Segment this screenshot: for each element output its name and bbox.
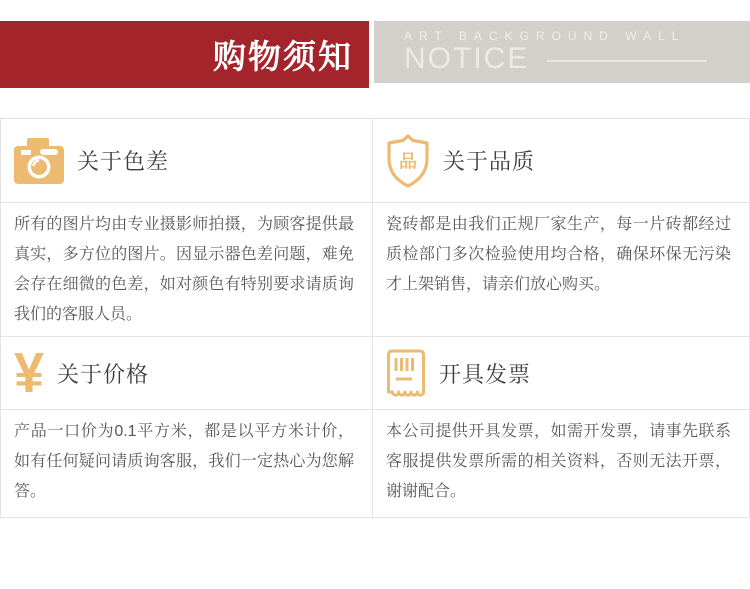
banner-title: 购物须知: [0, 21, 369, 88]
banner-notice-text: NOTICE: [404, 42, 530, 75]
section-invoice: [373, 337, 749, 517]
banner-rule-line: [547, 60, 707, 62]
section-quality: [373, 119, 749, 337]
section-color-difference: [1, 119, 373, 337]
section-quality-header: [373, 119, 749, 203]
section-color-difference-header: [1, 119, 372, 203]
section-body: 所有的图片均由专业摄影师拍摄，为顾客提供最真实，多方位的图片。因显示器色差问题，难免会存在细微的色差，如对颜色有特别要求请质询我们的客服人员。: [14, 216, 354, 323]
section-price: [1, 337, 373, 517]
quality-shield-icon: [386, 134, 430, 188]
section-body: 产品一口价为0.1平方米，都是以平方米计价，如有任何疑问请质询客服，我们一定热心为您解答。: [14, 423, 354, 500]
banner-notice-row: [404, 44, 750, 74]
page-banner: [0, 21, 750, 88]
section-title: 关于价格: [57, 361, 150, 387]
banner-subtitle: ART BACKGROUND WALL: [404, 29, 686, 43]
invoice-receipt-icon: [386, 349, 426, 397]
section-price-header: [1, 337, 372, 410]
yuan-currency-icon: ¥: [14, 341, 45, 405]
section-title: 开具发票: [439, 361, 532, 387]
section-body: 本公司提供开具发票，如需开发票，请事先联系客服提供发票所需的相关资料，否则无法开票，谢谢配合。: [386, 423, 731, 500]
section-title: 关于品质: [443, 149, 536, 174]
notice-grid: [0, 118, 750, 518]
banner-right-panel: [374, 21, 750, 83]
section-invoice-header: [373, 337, 749, 410]
section-title: 关于色差: [77, 149, 170, 174]
svg-text:品: 品: [399, 151, 417, 172]
camera-icon: [14, 138, 64, 184]
section-body: 瓷砖都是由我们正规厂家生产，每一片砖都经过质检部门多次检验使用均合格，确保环保无污染才上架销售，请亲们放心购买。: [386, 216, 731, 293]
